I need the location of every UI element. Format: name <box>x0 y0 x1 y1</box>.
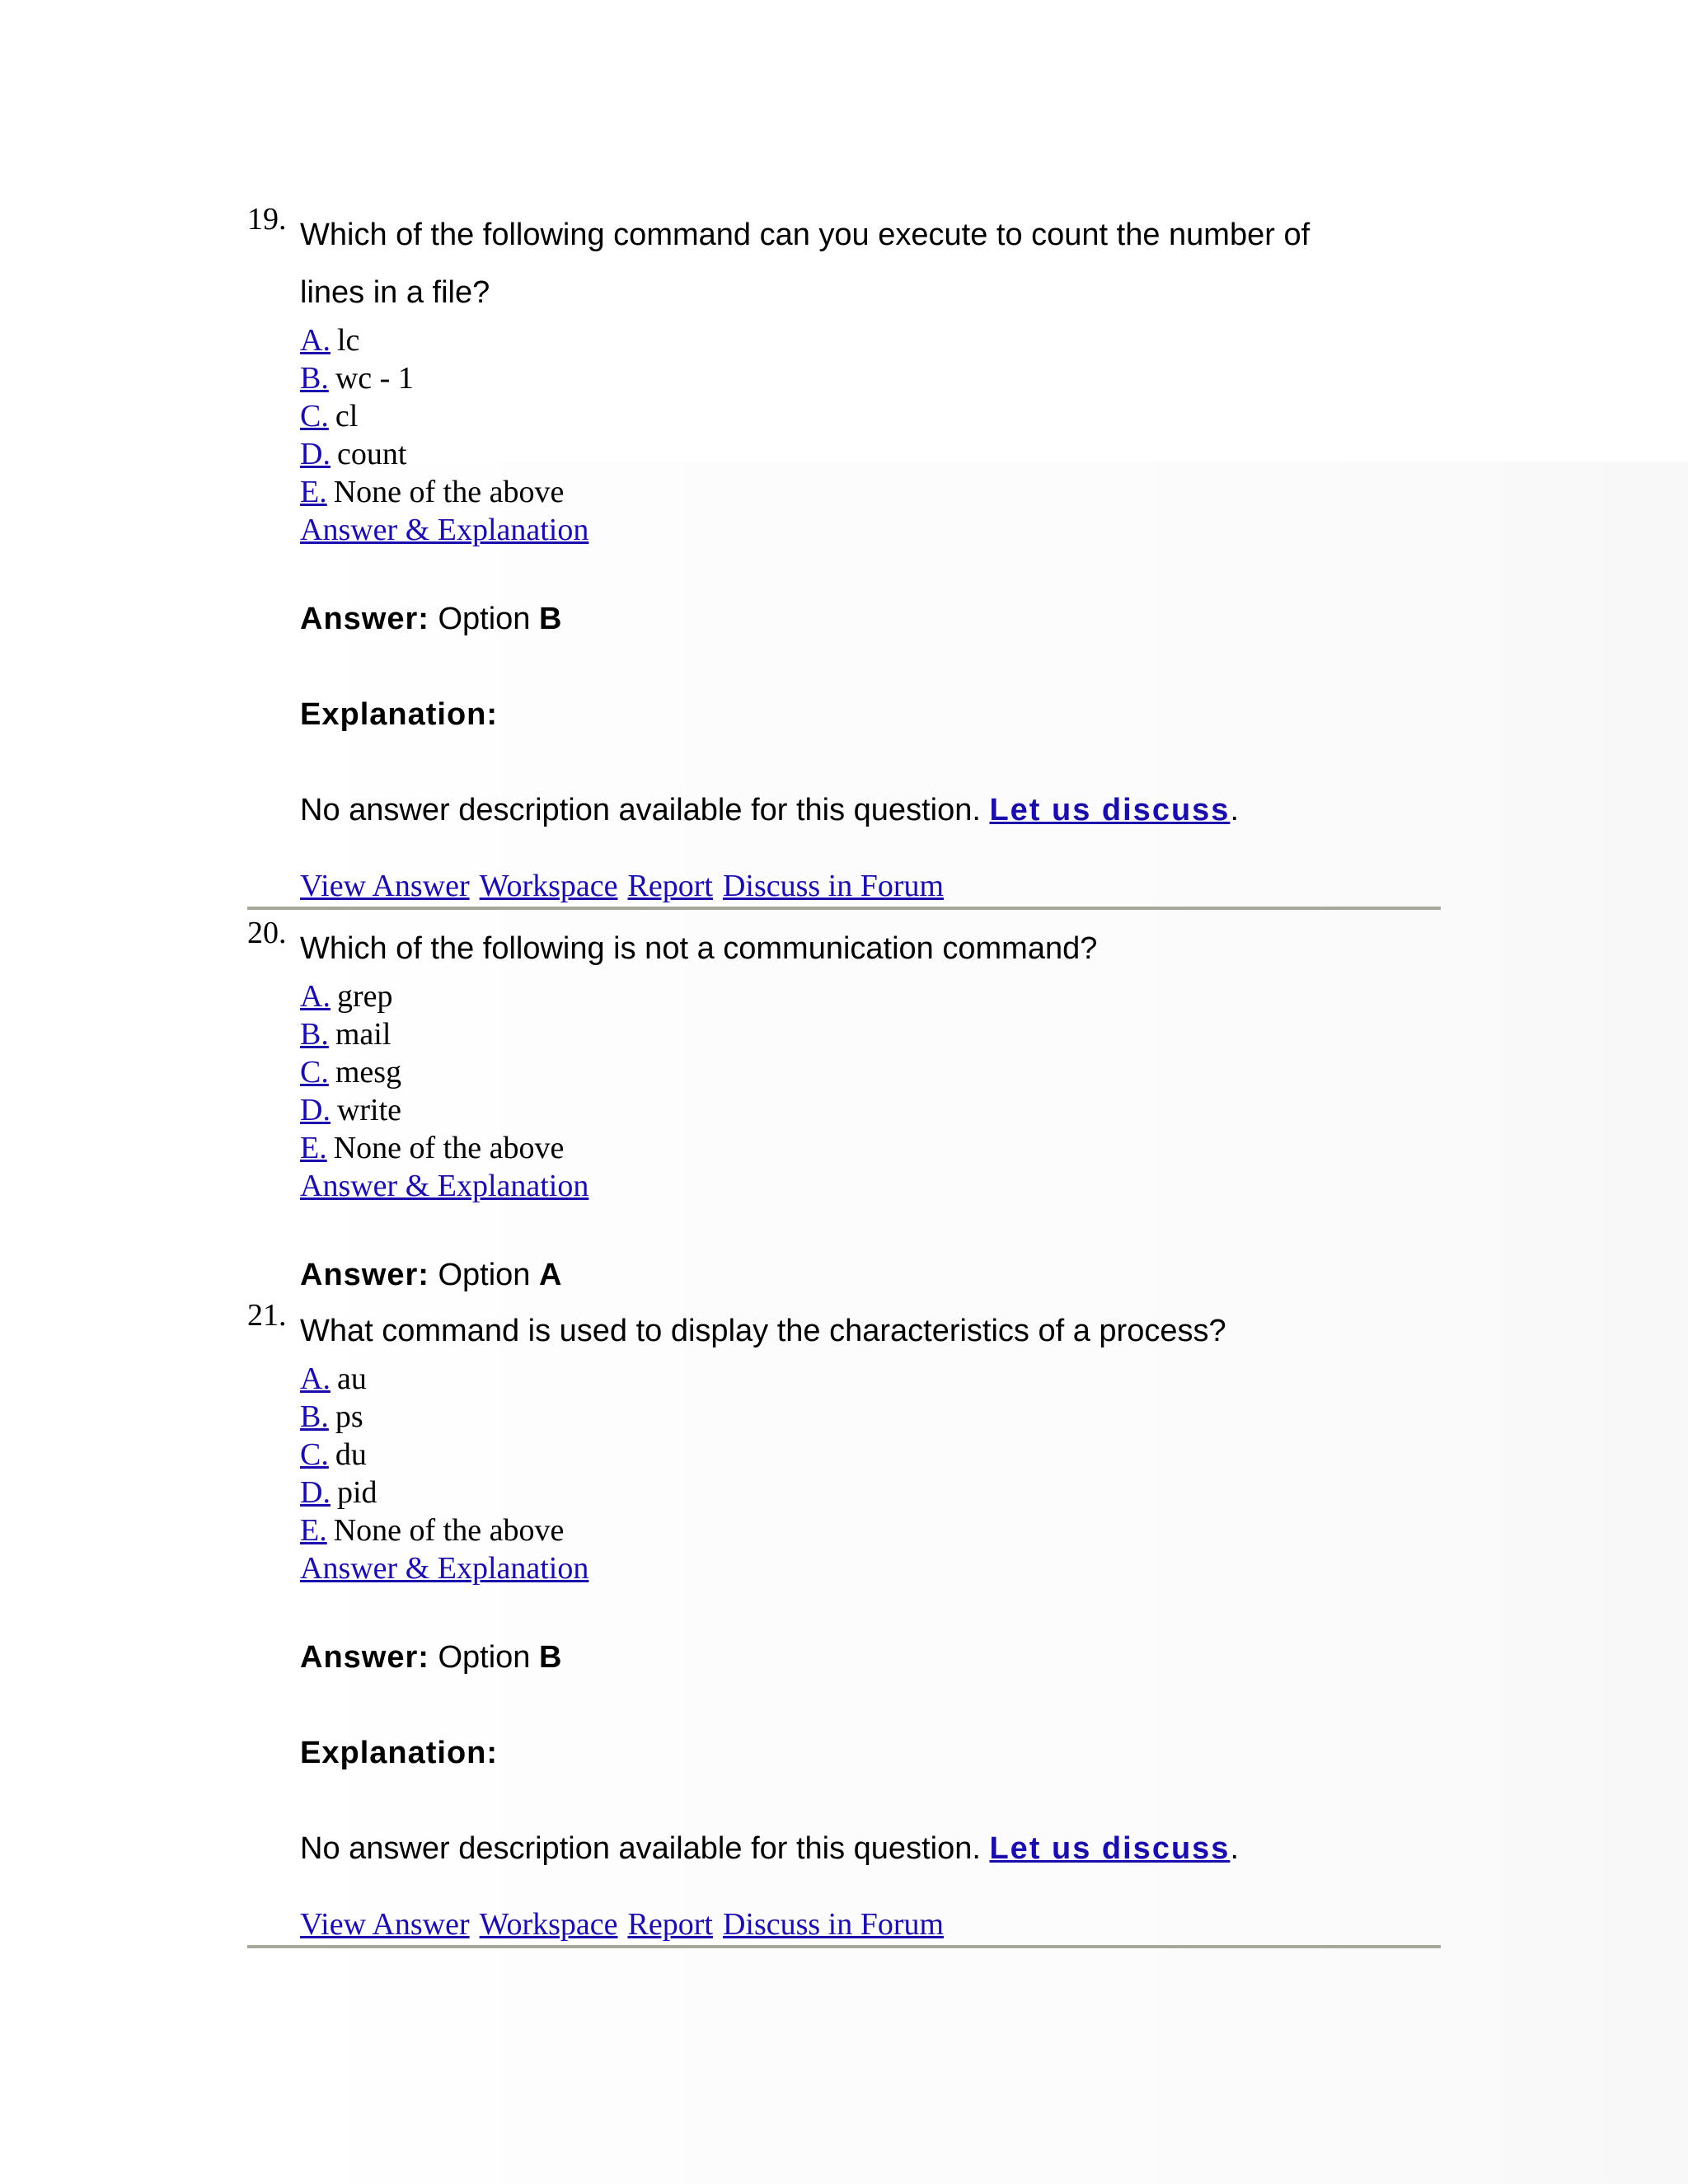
option-c <box>300 1053 1437 1091</box>
question-text-line2: lines in a file? <box>300 275 490 310</box>
option-e-link[interactable]: E. <box>300 1513 327 1548</box>
option-c-link[interactable]: C. <box>300 1055 329 1090</box>
question-text-line1: Which of the following command can you execute to count the number of <box>300 218 1311 252</box>
question-text <box>300 915 1437 977</box>
option-a-text: grep <box>336 979 393 1014</box>
view-answer-link[interactable]: View Answer <box>300 1907 470 1942</box>
description-text: No answer description available for this question. <box>300 793 981 827</box>
option-c-text: cl <box>335 399 359 434</box>
answer-explanation-link[interactable]: Answer & Explanation <box>300 1169 589 1203</box>
option-a-link[interactable]: A. <box>300 323 331 358</box>
option-d-text: pid <box>336 1475 377 1510</box>
answer-label: Answer: <box>300 1258 429 1292</box>
option-d <box>300 435 1437 473</box>
question-number: 21. <box>247 1298 287 1333</box>
option-a <box>300 321 1437 359</box>
option-b-text: wc - 1 <box>335 361 414 396</box>
option-c-link[interactable]: C. <box>300 1437 329 1472</box>
option-a-link[interactable]: A. <box>300 979 331 1014</box>
action-links <box>300 867 1437 905</box>
answer-option: B <box>539 1640 563 1675</box>
option-a-text: au <box>336 1361 367 1396</box>
explanation-label: Explanation: <box>300 697 499 732</box>
option-a <box>300 977 1437 1015</box>
option-b <box>300 359 1437 397</box>
option-b <box>300 1398 1437 1436</box>
explanation-label: Explanation: <box>300 1736 499 1770</box>
option-e-text: None of the above <box>333 475 565 509</box>
report-link[interactable]: Report <box>627 1907 713 1942</box>
option-d <box>300 1091 1437 1129</box>
action-links <box>300 1905 1437 1943</box>
question-number: 20. <box>247 916 287 950</box>
answer-line <box>300 598 1437 640</box>
answer-option: A <box>539 1258 563 1292</box>
option-c <box>300 1436 1437 1474</box>
question-body <box>300 201 1437 905</box>
answer-explanation-link[interactable]: Answer & Explanation <box>300 1551 589 1586</box>
option-a-text: lc <box>336 323 360 358</box>
option-e-text: None of the above <box>333 1131 565 1165</box>
view-answer-link[interactable]: View Answer <box>300 869 470 903</box>
answer-label: Answer: <box>300 1640 429 1675</box>
discuss-in-forum-link[interactable]: Discuss in Forum <box>722 1907 945 1942</box>
option-d-link[interactable]: D. <box>300 1475 331 1510</box>
option-e <box>300 1511 1437 1549</box>
option-b-link[interactable]: B. <box>300 1017 329 1052</box>
option-c-link[interactable]: C. <box>300 399 329 434</box>
divider <box>247 907 1441 910</box>
option-e-link[interactable]: E. <box>300 1131 327 1165</box>
option-d-text: count <box>336 437 407 471</box>
option-b <box>300 1015 1437 1053</box>
workspace-link[interactable]: Workspace <box>479 1907 618 1942</box>
option-b-link[interactable]: B. <box>300 1399 329 1434</box>
answer-description <box>300 1828 1437 1869</box>
question-text-line1: Which of the following is not a communication command? <box>300 931 1098 966</box>
option-d-link[interactable]: D. <box>300 437 331 471</box>
answer-option-word: Option <box>438 1258 531 1292</box>
description-end: . <box>1230 1831 1239 1866</box>
question-text <box>300 1297 1437 1360</box>
option-e-text: None of the above <box>333 1513 565 1548</box>
option-d-text: write <box>336 1093 402 1127</box>
option-e <box>300 1129 1437 1167</box>
option-c-text: du <box>335 1437 367 1472</box>
question-body <box>300 1297 1437 1943</box>
option-d-link[interactable]: D. <box>300 1093 331 1127</box>
discuss-link[interactable]: Let us discuss <box>989 1831 1231 1866</box>
answer-line <box>300 1637 1437 1678</box>
divider <box>247 1945 1441 1948</box>
question-body <box>300 915 1437 1296</box>
option-b-text: mail <box>335 1017 392 1052</box>
answer-label: Answer: <box>300 602 429 636</box>
discuss-in-forum-link[interactable]: Discuss in Forum <box>722 869 945 903</box>
option-c <box>300 397 1437 435</box>
answer-line <box>300 1254 1437 1296</box>
answer-option-word: Option <box>438 1640 531 1675</box>
answer-description <box>300 790 1437 831</box>
option-a <box>300 1360 1437 1398</box>
option-c-text: mesg <box>335 1055 402 1090</box>
option-b-link[interactable]: B. <box>300 361 329 396</box>
option-a-link[interactable]: A. <box>300 1361 331 1396</box>
answer-explanation-link[interactable]: Answer & Explanation <box>300 513 589 547</box>
option-e-link[interactable]: E. <box>300 475 327 509</box>
question-text <box>300 201 1437 321</box>
answer-option-word: Option <box>438 602 531 636</box>
description-text: No answer description available for this question. <box>300 1831 981 1866</box>
answer-option: B <box>539 602 563 636</box>
report-link[interactable]: Report <box>627 869 713 903</box>
option-e <box>300 473 1437 511</box>
option-d <box>300 1474 1437 1511</box>
description-end: . <box>1230 793 1239 827</box>
discuss-link[interactable]: Let us discuss <box>989 793 1231 827</box>
workspace-link[interactable]: Workspace <box>479 869 618 903</box>
question-number: 19. <box>247 202 287 237</box>
question-text-line1: What command is used to display the characteristics of a process? <box>300 1314 1226 1348</box>
option-b-text: ps <box>335 1399 363 1434</box>
